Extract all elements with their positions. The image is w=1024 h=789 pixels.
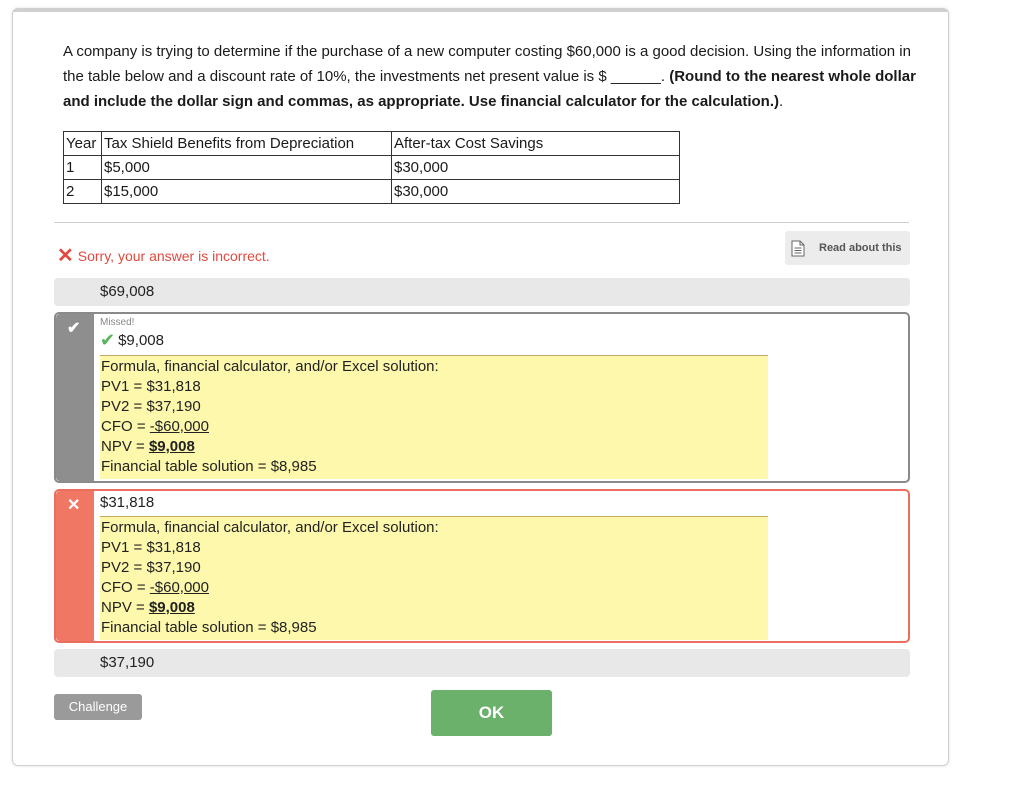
incorrect-feedback (57, 247, 270, 265)
table-header-cell: Year (64, 132, 102, 156)
table-header-cell: Tax Shield Benefits from Depreciation (102, 132, 392, 156)
error-x-icon: ✕ (57, 245, 74, 267)
explanation-pv1: PV1 = $31,818 (101, 378, 201, 395)
wrong-side-bar (56, 491, 94, 641)
explanation-npv: NPV = $9,008 (101, 599, 195, 616)
table-cell: 2 (64, 180, 102, 204)
answer-option-1: $69,008 (54, 278, 910, 306)
table-cell: 1 (64, 156, 102, 180)
table-header-row (64, 132, 680, 156)
read-about-this-button[interactable] (785, 231, 910, 265)
correct-answer-value: $9,008 (118, 332, 164, 349)
challenge-button[interactable]: Challenge (54, 694, 142, 720)
explanation-pv1: PV1 = $31,818 (101, 539, 201, 556)
wrong-answer-value: $31,818 (100, 494, 155, 511)
divider (54, 222, 909, 223)
table-cell: $30,000 (392, 180, 680, 204)
missed-label: Missed! (100, 317, 135, 328)
table-cell: $15,000 (102, 180, 392, 204)
table-cell: $5,000 (102, 156, 392, 180)
explanation-box (100, 516, 768, 640)
read-about-this-label: Read about this (819, 242, 902, 254)
card-top-border (13, 9, 948, 12)
table-header-cell: After-tax Cost Savings (392, 132, 680, 156)
explanation-cf0: CFO = -$60,000 (101, 579, 209, 596)
explanation-npv: NPV = $9,008 (101, 438, 195, 455)
explanation-table-solution: Financial table solution = $8,985 (101, 458, 317, 475)
wrong-answer (100, 494, 154, 511)
correct-answer (100, 330, 164, 351)
table-cell: $30,000 (392, 156, 680, 180)
ok-button[interactable]: OK (431, 690, 552, 736)
explanation-pv2: PV2 = $37,190 (101, 398, 201, 415)
explanation-cf0: CFO = -$60,000 (101, 418, 209, 435)
answer-option-selected-wrong (54, 489, 910, 643)
explanation-box (100, 355, 768, 479)
close-icon: ✕ (67, 497, 81, 514)
incorrect-message: Sorry, your answer is incorrect. (77, 248, 270, 264)
explanation-heading: Formula, financial calculator, and/or Excel solution: (101, 519, 439, 536)
answer-option-4: $37,190 (54, 649, 910, 677)
table-row (64, 156, 680, 180)
document-icon (791, 240, 805, 257)
explanation-table-solution: Financial table solution = $8,985 (101, 619, 317, 636)
answer-option-correct (54, 312, 910, 483)
data-table (63, 131, 680, 204)
green-check-icon: ✔ (100, 330, 116, 350)
question-instruction: (Round to the nearest whole dollar and include the dollar sign and commas, as appropriate. Use financial calculator for the calculation.) (63, 68, 916, 110)
explanation-heading: Formula, financial calculator, and/or Excel solution: (101, 358, 439, 375)
table-row (64, 180, 680, 204)
correct-side-bar (56, 314, 94, 481)
checkmark-icon: ✔ (67, 320, 81, 337)
question-card (12, 8, 949, 766)
explanation-pv2: PV2 = $37,190 (101, 559, 201, 576)
question-text: A company is trying to determine if the purchase of a new computer costing $60,000 is a good decision. Using the information in the table below and a discount rate of 10%, the investments net present value is $ ______. (Round to the nearest whole dollar and include the dollar sign and commas, as appropriate. Use financial calculator for the calculation.). (63, 43, 916, 110)
